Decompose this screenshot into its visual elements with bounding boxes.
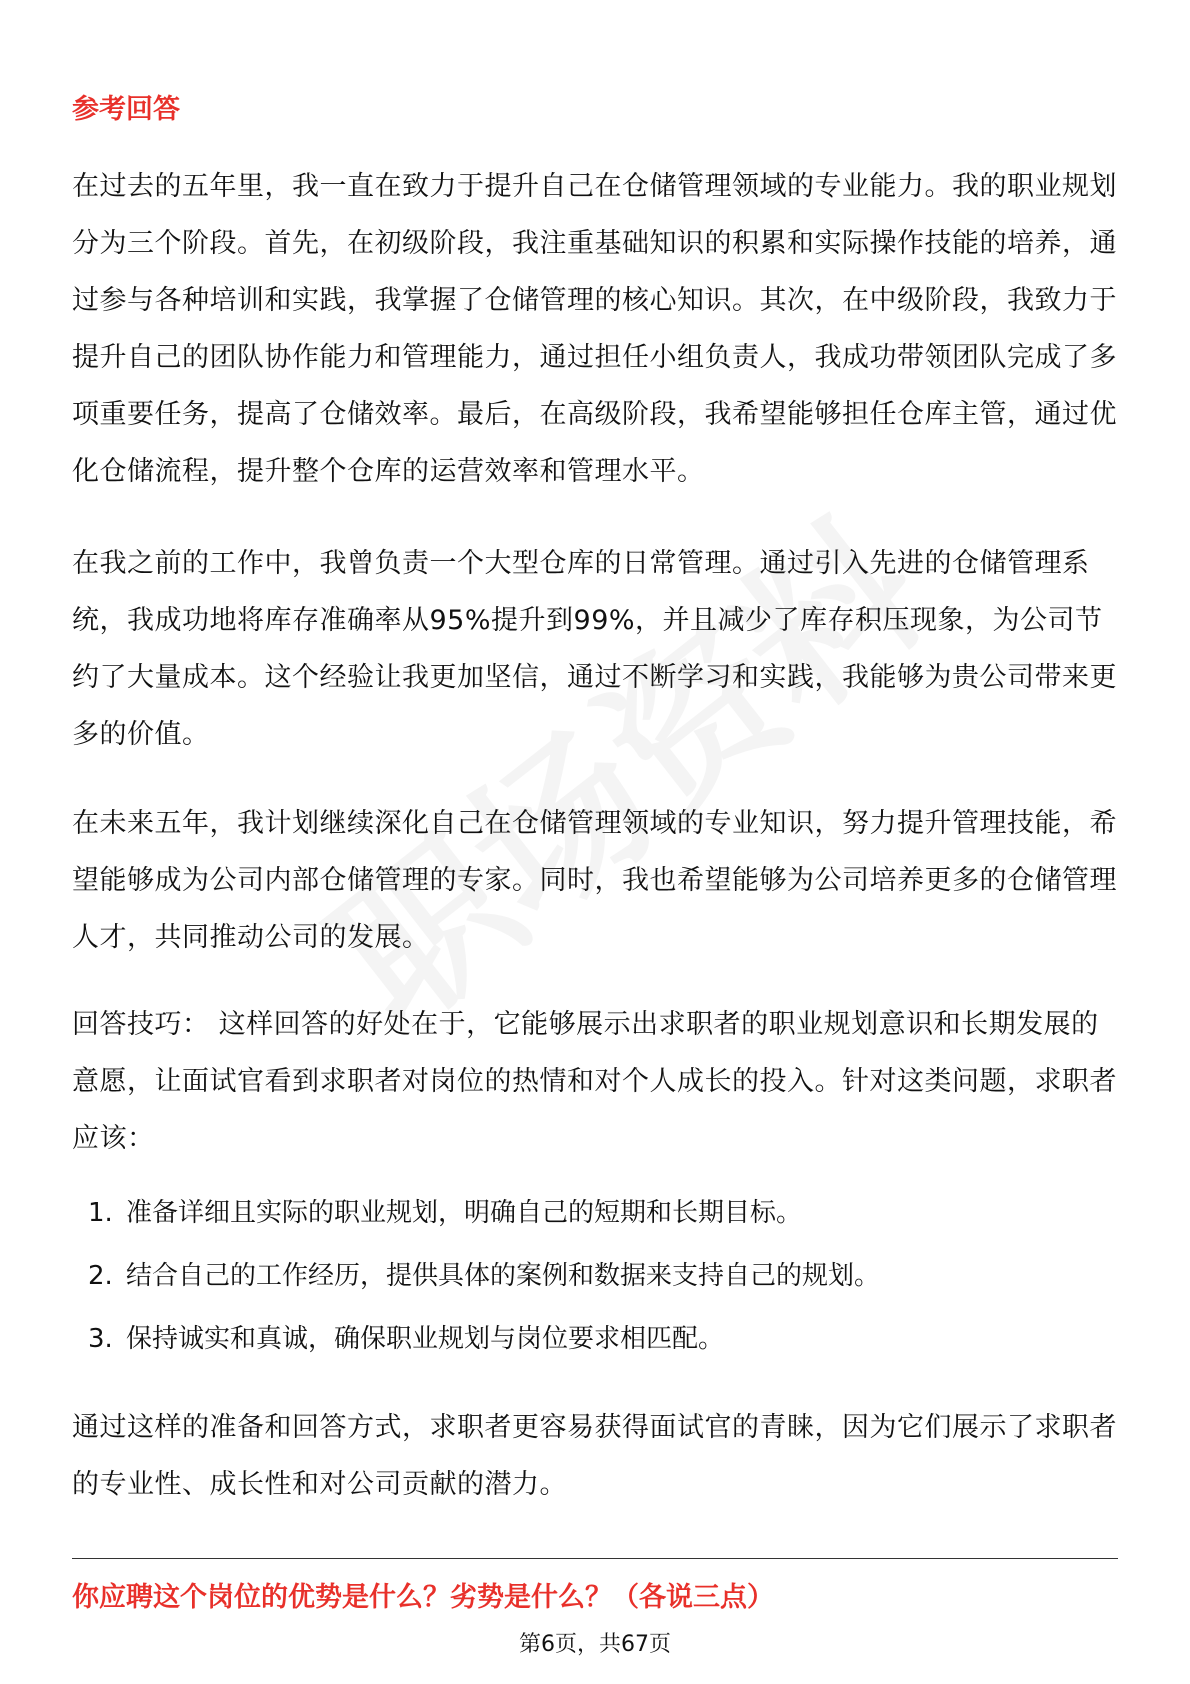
answer-paragraph-3: 在未来五年，我计划继续深化自己在仓储管理领域的专业知识，努力提升管理技能，希望能够成为公司内部仓储管理的专家。同时，我也希望能够为公司培养更多的仓储管理人才，共同推动公司的发展。: [72, 808, 1117, 953]
closing-paragraph: 通过这样的准备和回答方式，求职者更容易获得面试官的青睐，因为它们展示了求职者的专业性、成长性和对公司贡献的潜力。: [72, 1412, 1117, 1500]
list-item-text: 准备详细且实际的职业规划，明确自己的短期和长期目标。: [126, 1198, 803, 1228]
list-item-text: 结合自己的工作经历，提供具体的案例和数据来支持自己的规划。: [126, 1261, 881, 1291]
list-item-number: 3.: [88, 1324, 113, 1354]
answer-paragraph-1: 在过去的五年里，我一直在致力于提升自己在仓储管理领域的专业能力。我的职业规划分为三个阶段。首先，在初级阶段，我注重基础知识的积累和实际操作技能的培养，通过参与各种培训和实践，我掌握了仓储管理的核心知识。其次，在中级阶段，我致力于提升自己的团队协作能力和管理能力，通过担任小组负责人，我成功带领团队完成了多项重要任务，提高了仓储效率。最后，在高级阶段，我希望能够担任仓库主管，通过优化仓储流程，提升整个仓库的运营效率和管理水平。: [72, 171, 1117, 487]
tips-list: [72, 1197, 1118, 1386]
next-question-title: 你应聘这个岗位的优势是什么？劣势是什么？（各说三点）: [72, 1582, 774, 1613]
divider: [72, 1558, 1118, 1559]
list-item-number: 1.: [88, 1198, 113, 1228]
tips-paragraph: [72, 996, 1118, 1167]
list-item-number: 2.: [88, 1261, 113, 1291]
tips-label: 回答技巧：: [72, 1009, 210, 1040]
list-item: [72, 1260, 1118, 1292]
section-title: 参考回答: [72, 94, 180, 125]
page-number: 第6页，共67页: [519, 1632, 671, 1657]
list-item: [72, 1197, 1118, 1229]
list-item: [72, 1323, 1118, 1355]
list-item-text: 保持诚实和真诚，确保职业规划与岗位要求相匹配。: [126, 1324, 725, 1354]
document-page: [72, 0, 1118, 1684]
tips-intro: 这样回答的好处在于，它能够展示出求职者的职业规划意识和长期发展的意愿，让面试官看到求职者对岗位的热情和对个人成长的投入。针对这类问题，求职者应该：: [72, 1009, 1117, 1154]
answer-paragraph-2: 在我之前的工作中，我曾负责一个大型仓库的日常管理。通过引入先进的仓储管理系统，我成功地将库存准确率从95%提升到99%，并且减少了库存积压现象，为公司节约了大量成本。这个经验让我更加坚信，通过不断学习和实践，我能够为贵公司带来更多的价值。: [72, 548, 1117, 750]
